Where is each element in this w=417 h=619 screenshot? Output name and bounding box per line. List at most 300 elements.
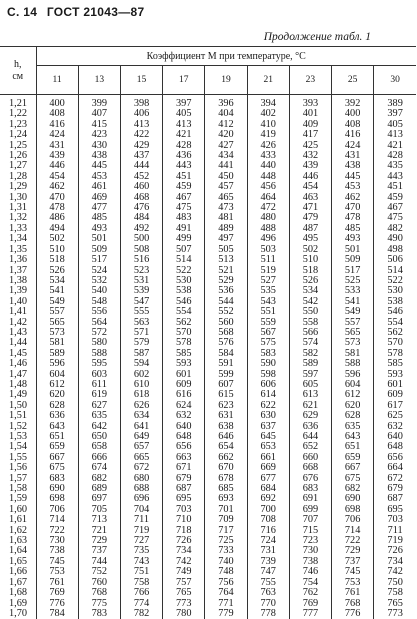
coefficient-cell: 439 xyxy=(36,151,78,161)
coefficient-cell: 571 xyxy=(120,328,162,338)
height-unit: см xyxy=(12,71,23,82)
coefficient-cell: 667 xyxy=(332,463,374,473)
coefficient-cell: 663 xyxy=(163,453,205,463)
coefficient-cell: 408 xyxy=(332,120,374,130)
coefficient-cell: 491 xyxy=(163,224,205,234)
coefficient-cell: 619 xyxy=(78,390,120,400)
coefficient-cell: 722 xyxy=(36,526,78,536)
coefficient-cell: 554 xyxy=(374,318,416,328)
coefficient-cell: 777 xyxy=(289,609,331,619)
coefficient-cell: 689 xyxy=(78,484,120,494)
coefficient-cell: 547 xyxy=(120,297,162,307)
coefficient-cell: 494 xyxy=(36,224,78,234)
coefficient-cell: 410 xyxy=(247,120,289,130)
coefficient-cell: 406 xyxy=(120,109,162,119)
coefficient-cell: 548 xyxy=(78,297,120,307)
coefficient-cell: 501 xyxy=(78,234,120,244)
coefficient-cell: 683 xyxy=(289,484,331,494)
coefficient-cell: 526 xyxy=(289,276,331,286)
height-cell: 1,50 xyxy=(0,401,36,411)
coefficient-cell: 472 xyxy=(247,203,289,213)
coefficient-cell: 543 xyxy=(247,297,289,307)
coefficient-cell: 453 xyxy=(332,182,374,192)
coefficient-cell: 726 xyxy=(163,536,205,546)
coefficient-cell: 397 xyxy=(374,109,416,119)
coefficient-cell: 607 xyxy=(205,380,247,390)
coefficient-cell: 621 xyxy=(289,401,331,411)
height-cell: 1,57 xyxy=(0,474,36,484)
coefficient-cell: 593 xyxy=(374,370,416,380)
coefficient-cell: 534 xyxy=(289,286,331,296)
coefficient-cell: 484 xyxy=(120,213,162,223)
coefficient-cell: 446 xyxy=(36,161,78,171)
standard-code: ГОСТ 21043—87 xyxy=(47,5,145,19)
coefficient-cell: 730 xyxy=(36,536,78,546)
coefficient-cell: 510 xyxy=(289,255,331,265)
coefficient-cell: 470 xyxy=(36,193,78,203)
coefficient-cell: 538 xyxy=(374,297,416,307)
coefficient-cell: 708 xyxy=(247,515,289,525)
coefficient-cell: 409 xyxy=(289,120,331,130)
height-cell: 1,62 xyxy=(0,526,36,536)
coefficient-cell: 742 xyxy=(163,557,205,567)
table-row xyxy=(0,307,416,317)
coefficient-cell: 685 xyxy=(205,484,247,494)
coefficient-cell: 780 xyxy=(163,609,205,619)
coefficient-cell: 747 xyxy=(247,567,289,577)
coefficient-cell: 481 xyxy=(205,213,247,223)
coefficient-cell: 699 xyxy=(289,505,331,515)
coefficient-cell: 609 xyxy=(374,390,416,400)
height-cell: 1,22 xyxy=(0,109,36,119)
coefficient-cell: 503 xyxy=(247,245,289,255)
coefficient-cell: 622 xyxy=(247,401,289,411)
coefficient-cell: 706 xyxy=(332,515,374,525)
coefficient-cell: 715 xyxy=(289,526,331,536)
coefficient-cell: 405 xyxy=(163,109,205,119)
coefficient-cell: 513 xyxy=(205,255,247,265)
coefficient-cell: 459 xyxy=(163,182,205,192)
coefficient-cell: 476 xyxy=(120,203,162,213)
height-cell: 1,31 xyxy=(0,203,36,213)
coefficient-cell: 429 xyxy=(120,141,162,151)
coefficient-cell: 416 xyxy=(36,120,78,130)
coefficient-cell: 572 xyxy=(78,328,120,338)
coefficient-cell: 687 xyxy=(163,484,205,494)
coefficient-cell: 656 xyxy=(163,442,205,452)
coefficient-cell: 568 xyxy=(205,328,247,338)
coefficient-cell: 707 xyxy=(289,515,331,525)
coefficient-cell: 467 xyxy=(374,203,416,213)
height-cell: 1,58 xyxy=(0,484,36,494)
coefficient-cell: 556 xyxy=(78,307,120,317)
coefficient-cell: 405 xyxy=(374,120,416,130)
temperature-header-cell: 21 xyxy=(247,66,289,95)
coefficient-cell: 717 xyxy=(205,526,247,536)
coefficient-cell: 696 xyxy=(120,494,162,504)
coefficient-cell: 769 xyxy=(289,599,331,609)
coefficient-cell: 470 xyxy=(332,203,374,213)
coefficient-cell: 463 xyxy=(289,193,331,203)
coefficient-cell: 678 xyxy=(205,474,247,484)
coefficient-cell: 610 xyxy=(120,380,162,390)
coefficient-cell: 459 xyxy=(374,193,416,203)
coefficient-cell: 557 xyxy=(36,307,78,317)
coefficient-cell: 611 xyxy=(78,380,120,390)
coefficient-cell: 451 xyxy=(163,172,205,182)
height-cell: 1,54 xyxy=(0,442,36,452)
coefficient-cell: 623 xyxy=(205,401,247,411)
coefficient-cell: 662 xyxy=(205,453,247,463)
coefficient-cell: 394 xyxy=(247,95,289,110)
coefficient-cell: 541 xyxy=(36,286,78,296)
coefficient-cell: 725 xyxy=(205,536,247,546)
coefficient-cell: 486 xyxy=(36,213,78,223)
coefficient-cell: 775 xyxy=(78,599,120,609)
coefficient-cell: 774 xyxy=(120,599,162,609)
coefficient-cell: 587 xyxy=(120,349,162,359)
coefficient-cell: 690 xyxy=(36,484,78,494)
coefficient-cell: 534 xyxy=(36,276,78,286)
coefficient-cell: 627 xyxy=(78,401,120,411)
coefficient-cell: 431 xyxy=(36,141,78,151)
height-cell: 1,42 xyxy=(0,318,36,328)
coefficient-cell: 421 xyxy=(163,130,205,140)
coefficient-cell: 445 xyxy=(78,161,120,171)
coefficient-cell: 554 xyxy=(163,307,205,317)
coefficient-cell: 552 xyxy=(205,307,247,317)
coefficient-cell: 761 xyxy=(36,578,78,588)
coefficient-cell: 432 xyxy=(289,151,331,161)
coefficient-cell: 527 xyxy=(247,276,289,286)
coefficient-cell: 744 xyxy=(78,557,120,567)
coefficient-cell: 581 xyxy=(332,349,374,359)
coefficient-cell: 462 xyxy=(332,193,374,203)
coefficient-cell: 576 xyxy=(205,338,247,348)
coefficient-cell: 626 xyxy=(120,401,162,411)
height-cell: 1,53 xyxy=(0,432,36,442)
coefficient-cell: 473 xyxy=(205,203,247,213)
coefficient-cell: 441 xyxy=(205,161,247,171)
coefficient-cell: 522 xyxy=(163,266,205,276)
coefficient-cell: 546 xyxy=(374,307,416,317)
coefficient-cell: 751 xyxy=(120,567,162,577)
coefficient-cell: 570 xyxy=(163,328,205,338)
coefficient-cell: 670 xyxy=(205,463,247,473)
coefficient-cell: 640 xyxy=(374,432,416,442)
coefficient-cell: 746 xyxy=(289,567,331,577)
height-cell: 1,24 xyxy=(0,130,36,140)
coefficient-cell: 530 xyxy=(374,286,416,296)
coefficient-cell: 555 xyxy=(120,307,162,317)
coefficient-cell: 719 xyxy=(120,526,162,536)
coefficient-cell: 389 xyxy=(374,95,416,110)
coefficient-cell: 660 xyxy=(289,453,331,463)
height-cell: 1,39 xyxy=(0,286,36,296)
coefficient-cell: 412 xyxy=(205,120,247,130)
coefficient-cell: 596 xyxy=(332,370,374,380)
coefficient-cell: 496 xyxy=(247,234,289,244)
table-row xyxy=(0,599,416,609)
coefficient-cell: 488 xyxy=(247,224,289,234)
coefficient-cell: 454 xyxy=(36,172,78,182)
table-row xyxy=(0,255,416,265)
coefficient-cell: 392 xyxy=(332,95,374,110)
height-cell: 1,66 xyxy=(0,567,36,577)
coefficient-cell: 493 xyxy=(78,224,120,234)
coefficient-cell: 648 xyxy=(374,442,416,452)
coefficient-cell: 672 xyxy=(374,474,416,484)
coefficient-cell: 731 xyxy=(247,546,289,556)
coefficient-cell: 507 xyxy=(163,245,205,255)
coefficient-cell: 524 xyxy=(78,266,120,276)
coefficient-cell: 634 xyxy=(120,411,162,421)
coefficient-cell: 597 xyxy=(289,370,331,380)
coefficient-cell: 630 xyxy=(247,411,289,421)
coefficient-cell: 658 xyxy=(78,442,120,452)
height-cell: 1,27 xyxy=(0,161,36,171)
coefficient-cell: 624 xyxy=(163,401,205,411)
coefficient-cell: 684 xyxy=(247,484,289,494)
coefficient-cell: 501 xyxy=(332,245,374,255)
coefficient-cell: 618 xyxy=(120,390,162,400)
temperature-header-cell: 17 xyxy=(163,66,205,95)
coefficient-cell: 413 xyxy=(374,130,416,140)
coefficient-cell: 580 xyxy=(78,338,120,348)
coefficient-cell: 582 xyxy=(289,349,331,359)
coefficient-cell: 549 xyxy=(332,307,374,317)
coefficient-cell: 565 xyxy=(36,318,78,328)
page-number: С. 14 xyxy=(7,5,37,19)
height-cell: 1,60 xyxy=(0,505,36,515)
coefficient-cell: 616 xyxy=(163,390,205,400)
coefficient-cell: 591 xyxy=(205,359,247,369)
coefficient-cell: 650 xyxy=(78,432,120,442)
height-cell: 1,45 xyxy=(0,349,36,359)
coefficient-cell: 539 xyxy=(120,286,162,296)
coefficient-cell: 598 xyxy=(247,370,289,380)
coefficient-cell: 413 xyxy=(163,120,205,130)
coefficient-cell: 478 xyxy=(332,213,374,223)
coefficient-cell: 499 xyxy=(163,234,205,244)
height-cell: 1,48 xyxy=(0,380,36,390)
continuation-label: Продолжение табл. 1 xyxy=(264,31,371,43)
coefficient-cell: 614 xyxy=(247,390,289,400)
coefficient-cell: 595 xyxy=(78,359,120,369)
coefficient-cell: 636 xyxy=(289,422,331,432)
coefficient-cell: 691 xyxy=(289,494,331,504)
coefficient-cell: 506 xyxy=(374,255,416,265)
height-symbol: h, xyxy=(14,59,22,70)
coefficient-cell: 433 xyxy=(247,151,289,161)
height-cell: 1,37 xyxy=(0,266,36,276)
coefficient-cell: 475 xyxy=(163,203,205,213)
height-cell: 1,70 xyxy=(0,609,36,619)
coefficient-cell: 704 xyxy=(120,505,162,515)
coefficient-cell: 573 xyxy=(332,338,374,348)
coefficient-cell: 773 xyxy=(163,599,205,609)
coefficient-cell: 628 xyxy=(36,401,78,411)
coefficient-cell: 517 xyxy=(78,255,120,265)
coefficient-cell: 487 xyxy=(289,224,331,234)
coefficient-cell: 536 xyxy=(205,286,247,296)
coefficient-cell: 643 xyxy=(332,432,374,442)
coefficient-cell: 695 xyxy=(163,494,205,504)
coefficient-cell: 659 xyxy=(332,453,374,463)
coefficient-cell: 514 xyxy=(163,255,205,265)
coefficient-cell: 450 xyxy=(205,172,247,182)
coefficient-cell: 408 xyxy=(36,109,78,119)
coefficient-cell: 682 xyxy=(332,484,374,494)
coefficient-cell: 413 xyxy=(120,120,162,130)
coefficient-cell: 550 xyxy=(289,307,331,317)
coefficient-cell: 423 xyxy=(78,130,120,140)
coefficient-cell: 659 xyxy=(36,442,78,452)
coefficient-cell: 445 xyxy=(332,172,374,182)
coefficient-cell: 604 xyxy=(36,370,78,380)
coefficient-cell: 560 xyxy=(205,318,247,328)
coefficient-cell: 669 xyxy=(247,463,289,473)
coefficient-cell: 478 xyxy=(36,203,78,213)
coefficient-cell: 531 xyxy=(120,276,162,286)
height-cell: 1,33 xyxy=(0,224,36,234)
coefficient-cell: 606 xyxy=(247,380,289,390)
coefficient-cell: 521 xyxy=(205,266,247,276)
coefficient-cell: 649 xyxy=(120,432,162,442)
coefficient-cell: 706 xyxy=(36,505,78,515)
coefficient-cell: 743 xyxy=(120,557,162,567)
coefficient-cell: 709 xyxy=(205,515,247,525)
coefficient-cell: 668 xyxy=(289,463,331,473)
table-row xyxy=(0,359,416,369)
coefficient-cell: 465 xyxy=(205,193,247,203)
coefficient-cell: 452 xyxy=(120,172,162,182)
height-cell: 1,65 xyxy=(0,557,36,567)
temperature-header-cell: 30 xyxy=(374,66,416,95)
coefficient-cell: 594 xyxy=(120,359,162,369)
coefficient-cell: 762 xyxy=(289,588,331,598)
coefficient-cell: 530 xyxy=(163,276,205,286)
coefficient-cell: 502 xyxy=(36,234,78,244)
coefficient-cell: 612 xyxy=(36,380,78,390)
coefficient-cell: 752 xyxy=(78,567,120,577)
height-cell: 1,61 xyxy=(0,515,36,525)
coefficient-cell: 460 xyxy=(120,182,162,192)
height-cell: 1,26 xyxy=(0,151,36,161)
coefficient-cell: 738 xyxy=(36,546,78,556)
coefficient-cell: 467 xyxy=(163,193,205,203)
coefficient-cell: 431 xyxy=(332,151,374,161)
coefficient-cell: 439 xyxy=(289,161,331,171)
coefficient-cell: 766 xyxy=(120,588,162,598)
table-body xyxy=(0,95,416,619)
coefficient-cell: 688 xyxy=(120,484,162,494)
coefficient-cell: 763 xyxy=(247,588,289,598)
coefficient-cell: 758 xyxy=(120,578,162,588)
coefficient-cell: 648 xyxy=(163,432,205,442)
temperature-header-row xyxy=(0,66,416,95)
coefficient-cell: 675 xyxy=(36,463,78,473)
coefficient-cell: 654 xyxy=(205,442,247,452)
coefficient-cell: 567 xyxy=(247,328,289,338)
coefficient-cell: 469 xyxy=(78,193,120,203)
height-cell: 1,29 xyxy=(0,182,36,192)
page-header xyxy=(7,5,150,19)
coefficient-cell: 421 xyxy=(374,141,416,151)
coefficient-cell: 692 xyxy=(247,494,289,504)
coefficient-cell: 542 xyxy=(289,297,331,307)
coefficient-cell: 397 xyxy=(163,95,205,110)
coefficient-cell: 716 xyxy=(247,526,289,536)
coefficient-cell: 733 xyxy=(205,546,247,556)
coefficient-cell: 601 xyxy=(163,370,205,380)
coefficient-cell: 593 xyxy=(163,359,205,369)
coefficient-cell: 581 xyxy=(36,338,78,348)
coefficient-cell: 739 xyxy=(247,557,289,567)
coefficient-cell: 419 xyxy=(247,130,289,140)
coefficient-cell: 485 xyxy=(332,224,374,234)
coefficient-cell: 522 xyxy=(374,276,416,286)
coefficient-cell: 609 xyxy=(163,380,205,390)
coefficient-cell: 714 xyxy=(332,526,374,536)
coefficient-cell: 526 xyxy=(36,266,78,276)
coefficient-cell: 497 xyxy=(205,234,247,244)
coefficient-cell: 596 xyxy=(36,359,78,369)
coefficient-cell: 438 xyxy=(78,151,120,161)
coefficient-cell: 446 xyxy=(289,172,331,182)
coefficient-cell: 489 xyxy=(205,224,247,234)
coefficient-cell: 400 xyxy=(36,95,78,110)
coefficient-cell: 505 xyxy=(205,245,247,255)
coefficient-cell: 443 xyxy=(374,172,416,182)
coefficient-cell: 765 xyxy=(163,588,205,598)
coefficient-cell: 400 xyxy=(332,109,374,119)
coefficient-cell: 602 xyxy=(120,370,162,380)
height-cell: 1,32 xyxy=(0,213,36,223)
coefficient-cell: 778 xyxy=(247,609,289,619)
coefficient-cell: 721 xyxy=(78,526,120,536)
coefficient-cell: 490 xyxy=(374,234,416,244)
temperature-header-cell: 13 xyxy=(78,66,120,95)
height-cell: 1,44 xyxy=(0,338,36,348)
temperature-header-cell: 23 xyxy=(289,66,331,95)
coefficient-cell: 457 xyxy=(205,182,247,192)
height-cell: 1,63 xyxy=(0,536,36,546)
coefficient-cell: 551 xyxy=(247,307,289,317)
coefficient-cell: 753 xyxy=(36,567,78,577)
coefficient-cell: 599 xyxy=(205,370,247,380)
coefficient-cell: 643 xyxy=(36,422,78,432)
coefficient-cell: 740 xyxy=(205,557,247,567)
coefficient-cell: 664 xyxy=(374,463,416,473)
coefficient-cell: 672 xyxy=(120,463,162,473)
table-row xyxy=(0,95,416,110)
coefficient-cell: 738 xyxy=(289,557,331,567)
coefficient-cell: 518 xyxy=(36,255,78,265)
coefficient-cell: 492 xyxy=(120,224,162,234)
coefficient-cell: 765 xyxy=(374,599,416,609)
coefficient-cell: 603 xyxy=(78,370,120,380)
coefficient-cell: 544 xyxy=(205,297,247,307)
coefficient-cell: 588 xyxy=(78,349,120,359)
coefficient-cell: 661 xyxy=(247,453,289,463)
coefficient-cell: 562 xyxy=(374,328,416,338)
coefficient-cell: 495 xyxy=(289,234,331,244)
coefficient-cell: 417 xyxy=(289,130,331,140)
coefficient-cell: 399 xyxy=(78,95,120,110)
coefficient-cell: 451 xyxy=(374,182,416,192)
coefficient-cell: 500 xyxy=(120,234,162,244)
